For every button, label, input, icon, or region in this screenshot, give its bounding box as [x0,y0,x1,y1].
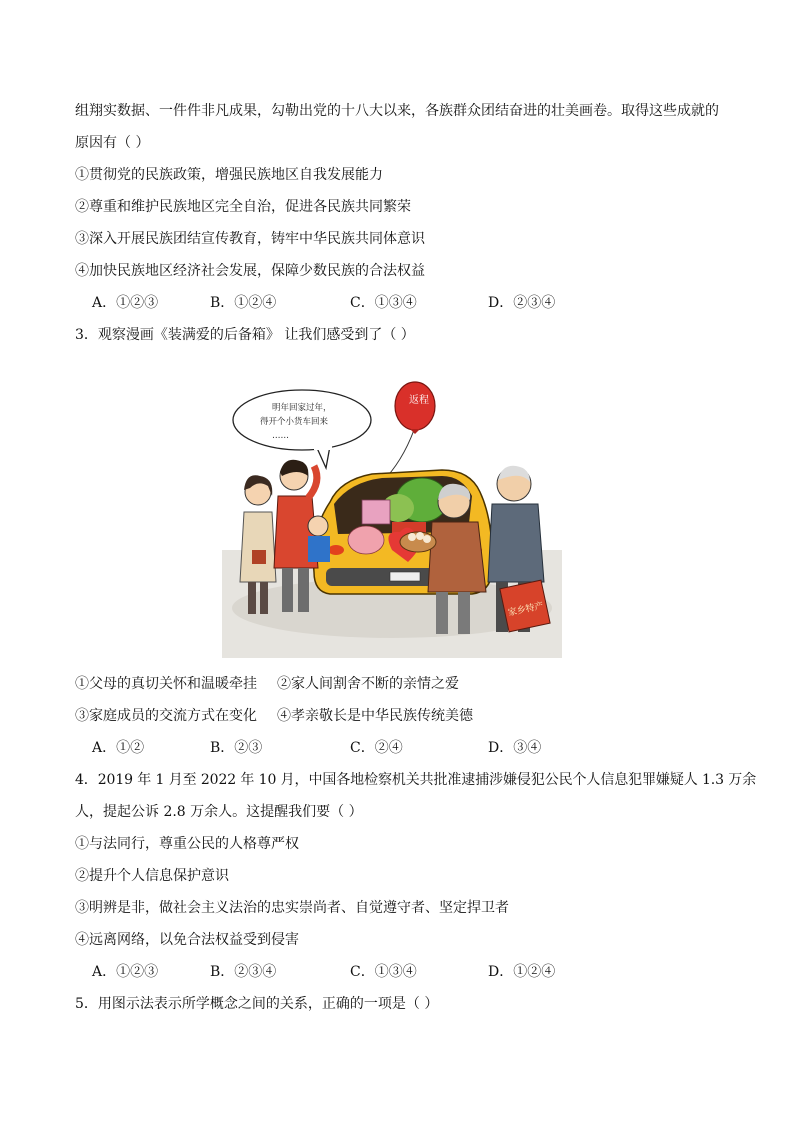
q3-option-a[interactable]: A．①② [92,740,145,756]
speech-text-2: 得开个小货车回来 [260,417,329,427]
q4-item-1: ①与法同行，尊重公民的人格尊严权 [75,836,299,852]
q2-option-a[interactable]: A．①②③ [92,295,159,311]
q3-stem: 3．观察漫画《装满爱的后备箱》 让我们感受到了（ ） [75,327,415,343]
q4-item-4: ④远离网络，以免合法权益受到侵害 [75,932,299,948]
q3-item-4: ④孝亲敬长是中华民族传统美德 [277,708,473,724]
q2-item-4: ④加快民族地区经济社会发展，保障少数民族的合法权益 [75,263,425,279]
speech-bubble [233,390,371,468]
q2-stem-line1: 组翔实数据、一件件非凡成果，勾勒出党的十八大以来，各族群众团结奋进的壮美画卷。取得这些成就的 [75,103,719,119]
q3-items-row2 [75,706,473,726]
speech-text-1: 明年回家过年， [272,403,332,413]
child [308,516,330,562]
cartoon-illustration [222,372,562,658]
q3-items-row1 [75,674,459,694]
q2-option-b[interactable]: B．①②④ [210,295,277,311]
q2-stem-line2: 原因有（ ） [75,135,150,151]
q4-item-3: ③明辨是非，做社会主义法治的忠实崇尚者、自觉遵守者、坚定捍卫者 [75,900,509,916]
q2-item-2: ②尊重和维护民族地区完全自治，促进各民族共同繁荣 [75,199,411,215]
q4-stem-line2: 人，提起公诉 2.8 万余人。这提醒我们要（ ） [75,804,363,820]
q2-item-3: ③深入开展民族团结宣传教育，铸牢中华民族共同体意识 [75,231,425,247]
q3-options [92,738,541,758]
q3-item-1: ①父母的真切关怀和温暖牵挂 [75,676,257,692]
q3-item-2: ②家人间割舍不断的亲情之爱 [277,676,459,692]
q4-option-a[interactable]: A．①②③ [92,964,159,980]
q2-option-d[interactable]: D．②③④ [488,295,556,311]
q3-item-3: ③家庭成员的交流方式在变化 [75,708,257,724]
q2-options [92,293,555,313]
q4-option-b[interactable]: B．②③④ [210,964,277,980]
q2-item-1: ①贯彻党的民族政策，增强民族地区自我发展能力 [75,167,383,183]
grandfather [488,466,550,632]
q5-stem: 5．用图示法表示所学概念之间的关系，正确的一项是（ ） [75,996,439,1012]
speech-text-3: …… [272,431,289,441]
q4-item-2: ②提升个人信息保护意识 [75,868,229,884]
q2-option-c[interactable]: C．①③④ [350,295,417,311]
q3-option-b[interactable]: B．②③ [210,740,263,756]
q4-stem-line1: 4．2019 年 1 月至 2022 年 10 月，中国各地检察机关共批准逮捕涉嫌侵犯公民个人信息犯罪嫌疑人 1.3 万余 [75,772,757,788]
q3-option-d[interactable]: D．③④ [488,740,542,756]
balloon-text: 返程 [409,395,429,406]
bag-text: 家乡特产 [507,601,545,619]
q3-option-c[interactable]: C．②④ [350,740,403,756]
q4-option-d[interactable]: D．①②④ [488,964,556,980]
q4-options [92,962,555,982]
q4-option-c[interactable]: C．①③④ [350,964,417,980]
